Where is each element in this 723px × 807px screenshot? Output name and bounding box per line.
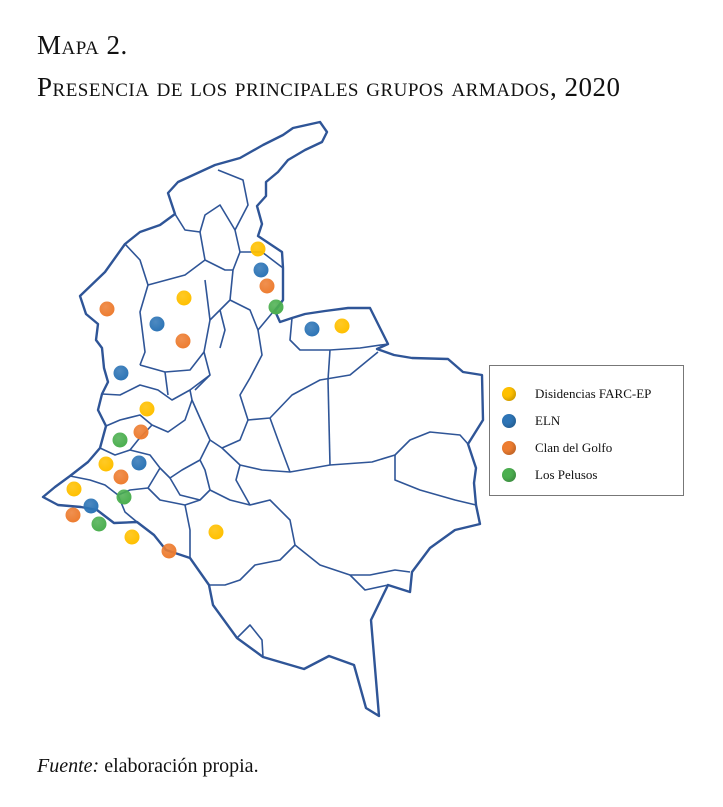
legend — [489, 365, 684, 496]
marker-farc — [335, 319, 350, 334]
eln-marker-icon — [502, 414, 516, 428]
marker-farc — [140, 402, 155, 417]
marker-farc — [209, 525, 224, 540]
marker-golfo — [162, 544, 177, 559]
marker-farc — [177, 291, 192, 306]
marker-farc — [125, 530, 140, 545]
marker-eln — [305, 322, 320, 337]
marker-eln — [254, 263, 269, 278]
group-markers — [66, 242, 350, 559]
farc-marker-icon — [502, 387, 516, 401]
source-label: Fuente: — [37, 755, 100, 777]
marker-golfo — [100, 302, 115, 317]
legend-label: Clan del Golfo — [535, 440, 613, 455]
legend-item-eln — [502, 411, 560, 431]
marker-farc — [67, 482, 82, 497]
marker-golfo — [134, 425, 149, 440]
legend-item-farc — [502, 384, 651, 404]
map-title: Presencia de los principales grupos armados, 2020 — [37, 72, 621, 102]
marker-golfo — [66, 508, 81, 523]
marker-pelusos — [117, 490, 132, 505]
legend-label: Disidencias FARC-EP — [535, 386, 652, 401]
legend-item-pelusos — [502, 465, 597, 485]
marker-pelusos — [113, 433, 128, 448]
marker-farc — [251, 242, 266, 257]
department-borders — [70, 170, 476, 657]
legend-label: Los Pelusos — [535, 467, 598, 482]
marker-pelusos — [269, 300, 284, 315]
map-number: Mapa 2. — [37, 30, 128, 60]
pelusos-marker-icon — [502, 468, 516, 482]
marker-golfo — [114, 470, 129, 485]
marker-eln — [132, 456, 147, 471]
legend-item-golfo — [502, 438, 612, 458]
marker-pelusos — [92, 517, 107, 532]
marker-farc — [99, 457, 114, 472]
marker-eln — [84, 499, 99, 514]
source-note — [37, 755, 259, 778]
marker-eln — [150, 317, 165, 332]
golfo-marker-icon — [502, 441, 516, 455]
marker-eln — [114, 366, 129, 381]
marker-golfo — [260, 279, 275, 294]
source-text: elaboración propia. — [104, 755, 259, 777]
legend-label: ELN — [535, 413, 561, 428]
marker-golfo — [176, 334, 191, 349]
